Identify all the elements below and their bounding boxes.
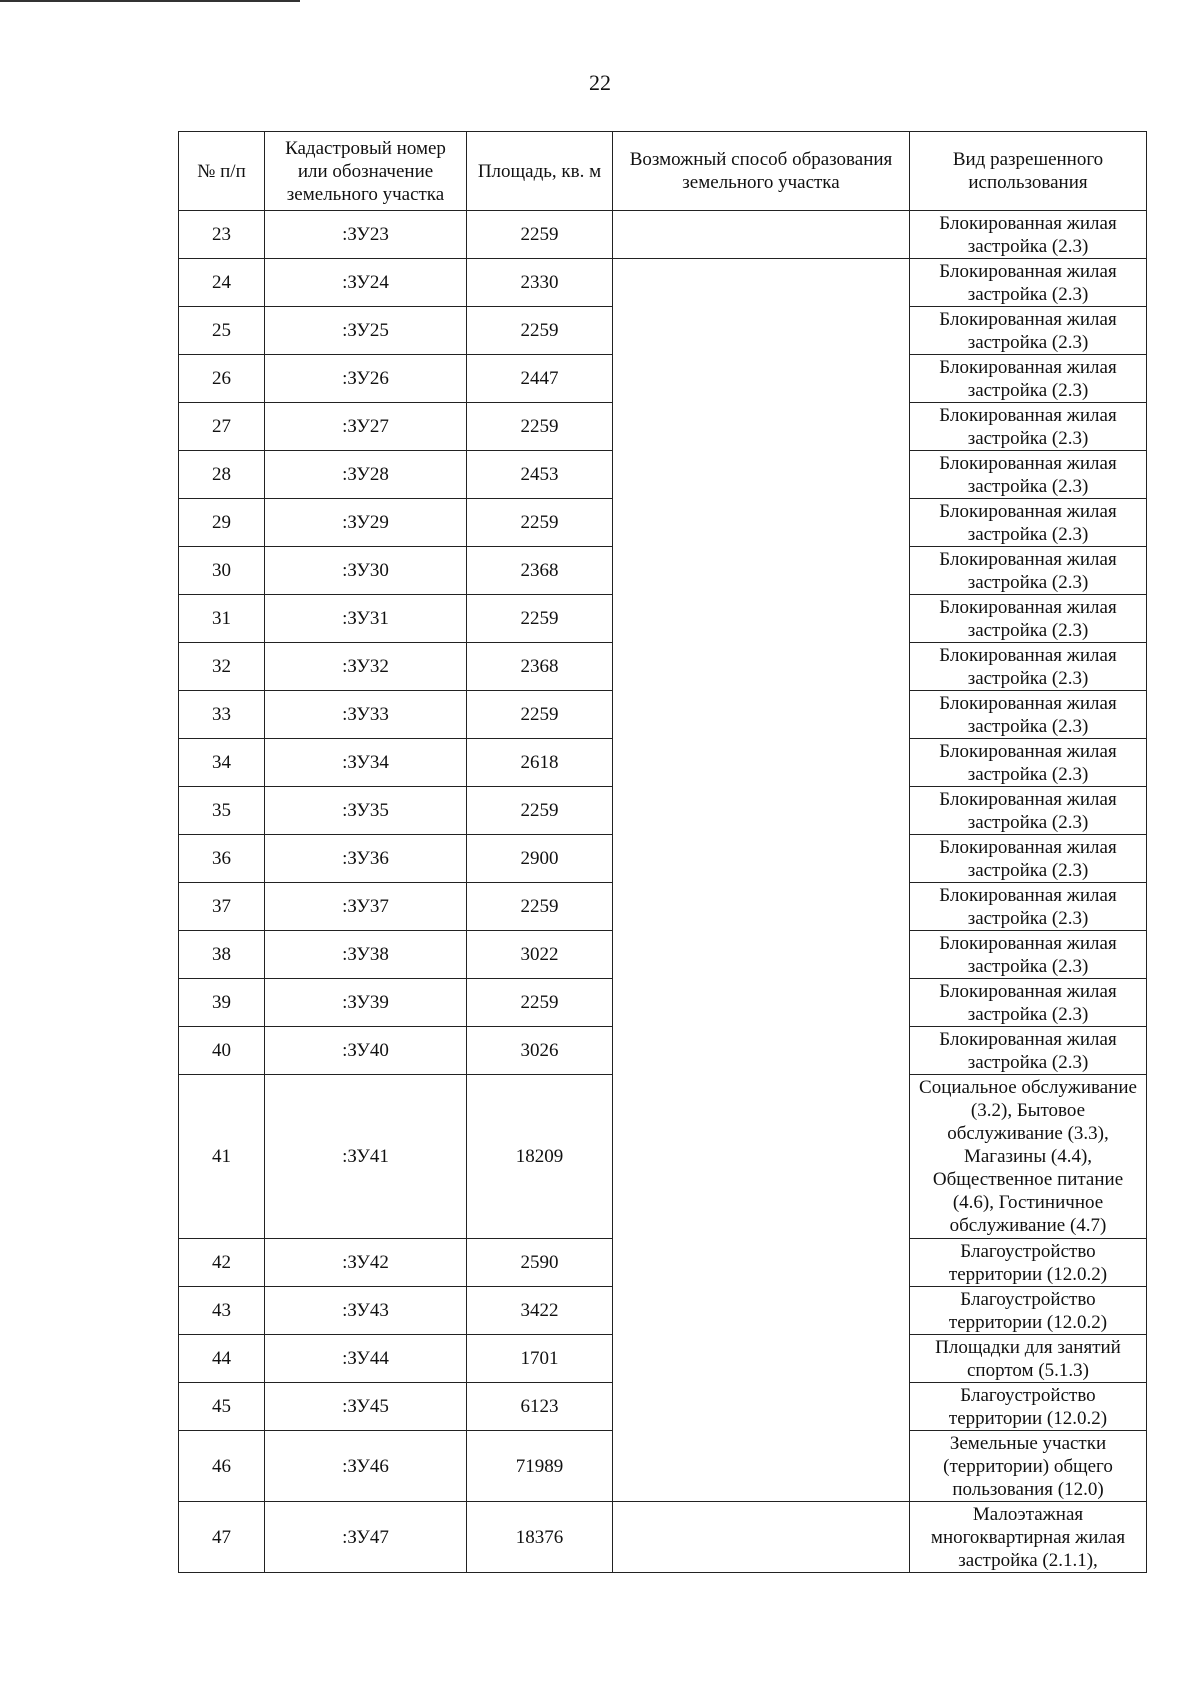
cell-method [613, 979, 910, 1027]
header-cadastral: Кадастровый номер или обозначение земельного участка [265, 132, 467, 211]
cell-use: Блокированная жилая застройка (2.3) [910, 643, 1147, 691]
cell-area: 6123 [467, 1383, 613, 1431]
cell-cadastral: :ЗУ35 [265, 787, 467, 835]
cell-use: Земельные участки (территории) общего пользования (12.0) [910, 1431, 1147, 1502]
cell-num: 30 [179, 547, 265, 595]
cell-method [613, 355, 910, 403]
table-row [179, 259, 1147, 307]
cell-use: Блокированная жилая застройка (2.3) [910, 355, 1147, 403]
cell-method [613, 1502, 910, 1573]
cell-cadastral: :ЗУ28 [265, 451, 467, 499]
cell-method [613, 643, 910, 691]
cell-use: Блокированная жилая застройка (2.3) [910, 451, 1147, 499]
cell-num: 41 [179, 1075, 265, 1239]
cell-area: 3422 [467, 1287, 613, 1335]
cell-method [613, 1239, 910, 1287]
cell-use: Благоустройство территории (12.0.2) [910, 1287, 1147, 1335]
header-area: Площадь, кв. м [467, 132, 613, 211]
cell-use: Блокированная жилая застройка (2.3) [910, 979, 1147, 1027]
land-plots-table [178, 131, 1147, 1573]
table-row [179, 883, 1147, 931]
cell-area: 3026 [467, 1027, 613, 1075]
cell-cadastral: :ЗУ23 [265, 211, 467, 259]
cell-area: 18376 [467, 1502, 613, 1573]
cell-num: 38 [179, 931, 265, 979]
cell-cadastral: :ЗУ34 [265, 739, 467, 787]
cell-area: 2259 [467, 403, 613, 451]
cell-use: Блокированная жилая застройка (2.3) [910, 883, 1147, 931]
cell-use: Блокированная жилая застройка (2.3) [910, 787, 1147, 835]
cell-use: Благоустройство территории (12.0.2) [910, 1383, 1147, 1431]
cell-num: 27 [179, 403, 265, 451]
table-row [179, 1383, 1147, 1431]
cell-num: 31 [179, 595, 265, 643]
cell-cadastral: :ЗУ45 [265, 1383, 467, 1431]
cell-cadastral: :ЗУ26 [265, 355, 467, 403]
cell-area: 2618 [467, 739, 613, 787]
cell-area: 2453 [467, 451, 613, 499]
cell-cadastral: :ЗУ44 [265, 1335, 467, 1383]
header-method: Возможный способ образования земельного участка [613, 132, 910, 211]
table-row [179, 307, 1147, 355]
table-row [179, 739, 1147, 787]
cell-cadastral: :ЗУ42 [265, 1239, 467, 1287]
cell-area: 2590 [467, 1239, 613, 1287]
cell-use: Блокированная жилая застройка (2.3) [910, 739, 1147, 787]
cell-use: Блокированная жилая застройка (2.3) [910, 1027, 1147, 1075]
cell-cadastral: :ЗУ41 [265, 1075, 467, 1239]
table-row [179, 835, 1147, 883]
cell-use: Благоустройство территории (12.0.2) [910, 1239, 1147, 1287]
cell-num: 47 [179, 1502, 265, 1573]
cell-area: 2259 [467, 883, 613, 931]
cell-cadastral: :ЗУ39 [265, 979, 467, 1027]
cell-cadastral: :ЗУ40 [265, 1027, 467, 1075]
cell-cadastral: :ЗУ24 [265, 259, 467, 307]
table-row [179, 1335, 1147, 1383]
cell-area: 2259 [467, 211, 613, 259]
table-row [179, 787, 1147, 835]
cell-method [613, 1287, 910, 1335]
cell-use: Блокированная жилая застройка (2.3) [910, 931, 1147, 979]
cell-method [613, 1075, 910, 1239]
header-num: № п/п [179, 132, 265, 211]
cell-area: 2330 [467, 259, 613, 307]
table-row [179, 355, 1147, 403]
cell-cadastral: :ЗУ36 [265, 835, 467, 883]
table-row [179, 1239, 1147, 1287]
cell-method [613, 1335, 910, 1383]
cell-use: Блокированная жилая застройка (2.3) [910, 403, 1147, 451]
table-row [179, 1431, 1147, 1502]
table-row [179, 403, 1147, 451]
table-row [179, 499, 1147, 547]
cell-num: 29 [179, 499, 265, 547]
cell-num: 42 [179, 1239, 265, 1287]
cell-use: Социальное обслуживание (3.2), Бытовое обслуживание (3.3), Магазины (4.4), Общественное питание (4.6), Гостиничное обслуживание (4.7) [910, 1075, 1147, 1239]
cell-method [613, 1383, 910, 1431]
cell-num: 37 [179, 883, 265, 931]
cell-use: Блокированная жилая застройка (2.3) [910, 691, 1147, 739]
cell-method [613, 931, 910, 979]
table-header-row [179, 132, 1147, 211]
cell-num: 36 [179, 835, 265, 883]
cell-method [613, 691, 910, 739]
cell-cadastral: :ЗУ29 [265, 499, 467, 547]
table-row [179, 1027, 1147, 1075]
cell-method [613, 499, 910, 547]
page-number: 22 [589, 70, 611, 95]
table-body [179, 211, 1147, 1573]
cell-cadastral: :ЗУ46 [265, 1431, 467, 1502]
cell-num: 44 [179, 1335, 265, 1383]
cell-num: 24 [179, 259, 265, 307]
cell-cadastral: :ЗУ30 [265, 547, 467, 595]
cell-method [613, 451, 910, 499]
table-row [179, 931, 1147, 979]
cell-use: Площадки для занятий спортом (5.1.3) [910, 1335, 1147, 1383]
cell-cadastral: :ЗУ38 [265, 931, 467, 979]
cell-method [613, 307, 910, 355]
cell-area: 3022 [467, 931, 613, 979]
cell-area: 1701 [467, 1335, 613, 1383]
table-row [179, 643, 1147, 691]
header-use: Вид разрешенного использования [910, 132, 1147, 211]
cell-area: 2259 [467, 595, 613, 643]
cell-area: 2368 [467, 643, 613, 691]
cell-method [613, 211, 910, 259]
table-row [179, 979, 1147, 1027]
cell-num: 35 [179, 787, 265, 835]
table-row [179, 211, 1147, 259]
cell-cadastral: :ЗУ31 [265, 595, 467, 643]
cell-method [613, 403, 910, 451]
table-row [179, 451, 1147, 499]
cell-area: 2259 [467, 499, 613, 547]
cell-area: 18209 [467, 1075, 613, 1239]
cell-area: 2900 [467, 835, 613, 883]
cell-num: 45 [179, 1383, 265, 1431]
cell-cadastral: :ЗУ25 [265, 307, 467, 355]
cell-num: 26 [179, 355, 265, 403]
cell-num: 34 [179, 739, 265, 787]
cell-num: 28 [179, 451, 265, 499]
cell-num: 46 [179, 1431, 265, 1502]
cell-num: 23 [179, 211, 265, 259]
cell-area: 2368 [467, 547, 613, 595]
cell-num: 43 [179, 1287, 265, 1335]
cell-method [613, 835, 910, 883]
cell-method [613, 1431, 910, 1502]
cell-cadastral: :ЗУ37 [265, 883, 467, 931]
cell-cadastral: :ЗУ33 [265, 691, 467, 739]
cell-method [613, 595, 910, 643]
cell-use: Блокированная жилая застройка (2.3) [910, 547, 1147, 595]
cell-num: 25 [179, 307, 265, 355]
table-row [179, 1075, 1147, 1239]
cell-method [613, 883, 910, 931]
cell-method [613, 787, 910, 835]
cell-cadastral: :ЗУ47 [265, 1502, 467, 1573]
cell-num: 33 [179, 691, 265, 739]
table-row [179, 595, 1147, 643]
cell-num: 32 [179, 643, 265, 691]
cell-method [613, 739, 910, 787]
cell-cadastral: :ЗУ27 [265, 403, 467, 451]
cell-area: 71989 [467, 1431, 613, 1502]
cell-area: 2259 [467, 979, 613, 1027]
cell-use: Блокированная жилая застройка (2.3) [910, 595, 1147, 643]
cell-num: 40 [179, 1027, 265, 1075]
cell-area: 2259 [467, 307, 613, 355]
table-row [179, 691, 1147, 739]
cell-use: Блокированная жилая застройка (2.3) [910, 835, 1147, 883]
cell-method [613, 1027, 910, 1075]
cell-method [613, 259, 910, 307]
cell-use: Блокированная жилая застройка (2.3) [910, 307, 1147, 355]
cell-area: 2447 [467, 355, 613, 403]
cell-use: Блокированная жилая застройка (2.3) [910, 499, 1147, 547]
cell-use: Малоэтажная многоквартирная жилая застройка (2.1.1), [910, 1502, 1147, 1573]
scan-edge-line [0, 0, 300, 2]
table-row [179, 547, 1147, 595]
cell-cadastral: :ЗУ32 [265, 643, 467, 691]
table-row [179, 1502, 1147, 1573]
cell-num: 39 [179, 979, 265, 1027]
cell-method [613, 547, 910, 595]
table-row [179, 1287, 1147, 1335]
cell-use: Блокированная жилая застройка (2.3) [910, 211, 1147, 259]
cell-area: 2259 [467, 787, 613, 835]
cell-cadastral: :ЗУ43 [265, 1287, 467, 1335]
cell-area: 2259 [467, 691, 613, 739]
cell-use: Блокированная жилая застройка (2.3) [910, 259, 1147, 307]
